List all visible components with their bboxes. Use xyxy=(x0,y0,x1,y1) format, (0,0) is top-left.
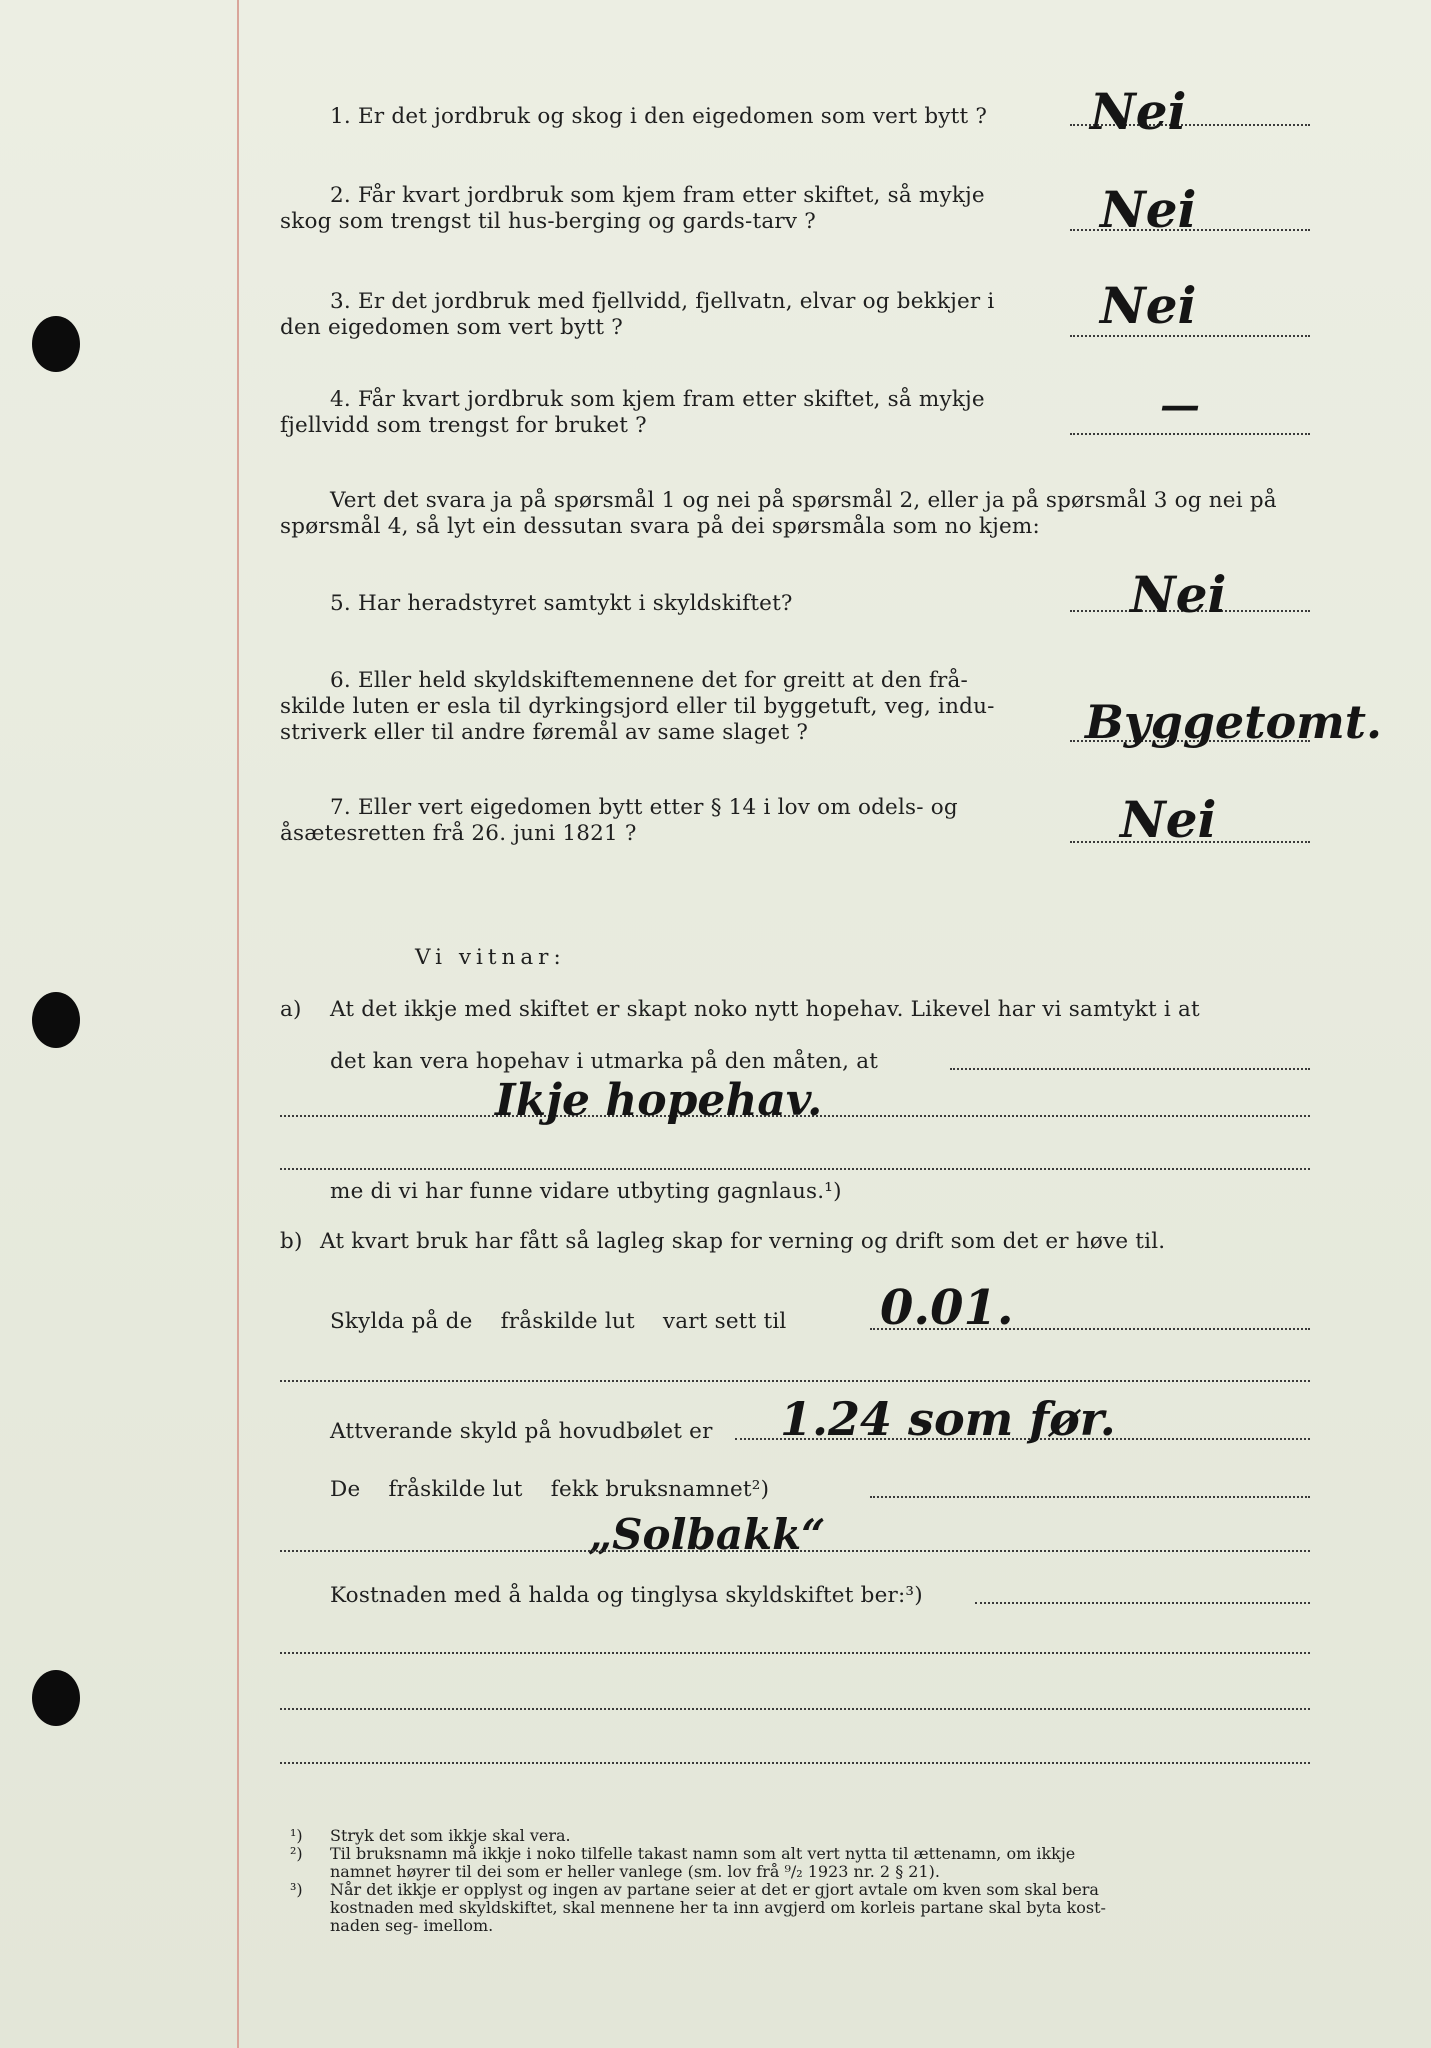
footnote-2-line-2: namnet høyrer til dei som er heller vanlege (sm. lov frå ⁹/₂ 1923 nr. 2 § 21). xyxy=(330,1862,940,1881)
footnote-1-mark: ¹) xyxy=(290,1826,303,1845)
footnote-2-line-1: Til bruksnamn må ikkje i noko tilfelle takast namn som alt vert nytta til ættenamn, om ikkje xyxy=(330,1844,1076,1863)
answer-attverande: 1.24 som før. xyxy=(780,1392,1116,1446)
item-a-line-1: At det ikkje med skiftet er skapt noko nytt hopehav. Likevel har vi samtykt i at xyxy=(330,997,1200,1022)
punch-hole xyxy=(32,1670,80,1726)
question-7-line-1: 7. Eller vert eigedomen bytt etter § 14 i lov om odels- og xyxy=(330,795,958,820)
answer-q7: Nei xyxy=(1120,790,1217,849)
punch-hole xyxy=(32,992,80,1048)
answer-bruksnamn: „Solbakk“ xyxy=(588,1510,826,1559)
answer-line xyxy=(1070,433,1310,435)
item-label-a: a) xyxy=(280,997,302,1022)
answer-q1: Nei xyxy=(1090,82,1187,141)
item-a-line-2: det kan vera hopehav i utmarka på den måten, at xyxy=(330,1049,879,1074)
question-4-line-2: fjellvidd som trengst for bruket ? xyxy=(280,413,647,438)
answer-line xyxy=(280,1380,1310,1382)
answer-q4: — xyxy=(1160,382,1200,429)
footnote-1: Stryk det som ikkje skal vera. xyxy=(330,1826,571,1845)
answer-q5: Nei xyxy=(1130,565,1227,624)
conditional-line-1: Vert det svara ja på spørsmål 1 og nei på spørsmål 2, eller ja på spørsmål 3 og nei på xyxy=(330,488,1277,513)
answer-hopehav: Ikje hopehav. xyxy=(495,1075,823,1126)
question-5: 5. Har heradstyret samtykt i skyldskiftet? xyxy=(330,591,793,616)
section-heading: Vi vitnar: xyxy=(415,945,566,970)
margin-rule xyxy=(237,0,239,2048)
answer-q3: Nei xyxy=(1100,276,1197,335)
attverande-label: Attverande skyld på hovudbølet er xyxy=(330,1419,713,1444)
answer-line xyxy=(975,1602,1310,1604)
answer-line xyxy=(280,1168,1310,1170)
answer-line xyxy=(280,1550,1310,1552)
bruksnamn-label: De fråskilde lut fekk bruksnamnet²) xyxy=(330,1477,770,1502)
answer-line xyxy=(1070,335,1310,337)
answer-line xyxy=(950,1068,1310,1070)
question-3-line-2: den eigedomen som vert bytt ? xyxy=(280,315,623,340)
question-6-line-2: skilde luten er esla til dyrkingsjord eller til byggetuft, veg, indu- xyxy=(280,694,995,719)
skylda-label: Skylda på de fråskilde lut vart sett til xyxy=(330,1309,787,1334)
question-6-line-1: 6. Eller held skyldskiftemennene det for greitt at den frå- xyxy=(330,668,969,693)
footnote-3-line-1: Når det ikkje er opplyst og ingen av partane seier at det er gjort avtale om kven som skal bera xyxy=(330,1880,1099,1899)
conditional-line-2: spørsmål 4, så lyt ein dessutan svara på dei spørsmåla som no kjem: xyxy=(280,514,1040,539)
question-3-line-1: 3. Er det jordbruk med fjellvidd, fjellvatn, elvar og bekkjer i xyxy=(330,289,995,314)
answer-line xyxy=(280,1762,1310,1764)
answer-q2: Nei xyxy=(1100,180,1197,239)
question-2-line-2: skog som trengst til hus-berging og gards-tarv ? xyxy=(280,209,816,234)
answer-line xyxy=(280,1708,1310,1710)
item-b-line-1: At kvart bruk har fått så lagleg skap for verning og drift som det er høve til. xyxy=(320,1229,1166,1254)
question-2-line-1: 2. Får kvart jordbruk som kjem fram etter skiftet, så mykje xyxy=(330,183,985,208)
footnote-2-mark: ²) xyxy=(290,1844,303,1863)
punch-hole xyxy=(32,316,80,372)
question-1: 1. Er det jordbruk og skog i den eigedomen som vert bytt ? xyxy=(330,104,988,129)
item-label-b: b) xyxy=(280,1229,303,1254)
footnote-3-mark: ³) xyxy=(290,1880,303,1899)
answer-line xyxy=(870,1496,1310,1498)
footnote-3-line-3: naden seg- imellom. xyxy=(330,1916,494,1935)
footnote-3-line-2: kostnaden med skyldskiftet, skal mennene her ta inn avgjerd om korleis partane skal byta kost- xyxy=(330,1898,1106,1917)
kostnad-label: Kostnaden med å halda og tinglysa skyldskiftet ber:³) xyxy=(330,1583,923,1608)
answer-line xyxy=(280,1652,1310,1654)
question-7-line-2: åsætesretten frå 26. juni 1821 ? xyxy=(280,821,637,846)
question-4-line-1: 4. Får kvart jordbruk som kjem fram etter skiftet, så mykje xyxy=(330,387,985,412)
answer-q6: Byggetomt. xyxy=(1085,695,1383,749)
question-6-line-3: striverk eller til andre føremål av same slaget ? xyxy=(280,720,809,745)
item-a-line-3: me di vi har funne vidare utbyting gagnlaus.¹) xyxy=(330,1179,842,1204)
answer-skylda: 0.01. xyxy=(880,1280,1014,1336)
